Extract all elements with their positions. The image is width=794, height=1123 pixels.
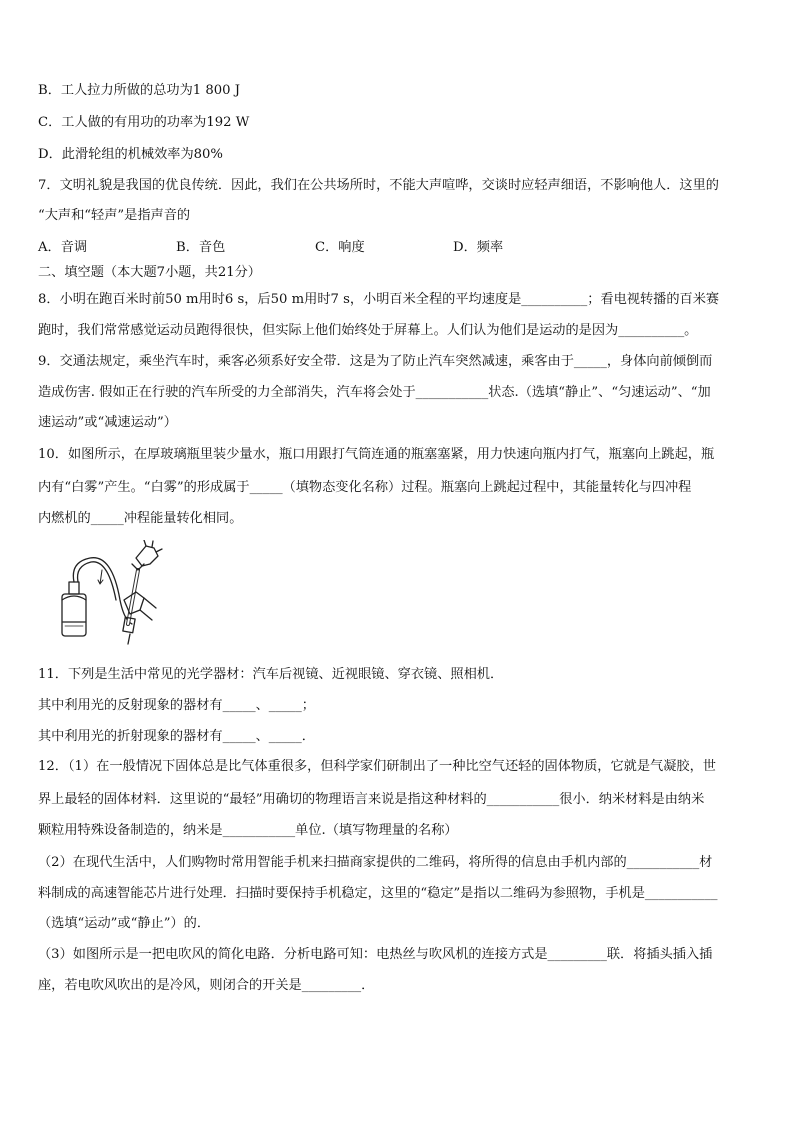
question-10-line-2: 内有“白雾”产生。“白雾”的形成属于_____（填物态变化名称）过程。瓶塞向上跳起过程中，其能量转化与四冲程 (38, 480, 692, 495)
question-12-part1-line-3: 颗粒用特殊设备制造的，纳米是___________单位.（填写物理量的名称） (38, 823, 458, 838)
q7-option-c: C．响度 (315, 240, 365, 255)
question-8-line-2: 跑时，我们常常感觉运动员跑得很快，但实际上他们始终处于屏幕上。人们认为他们是运动的是因为__________。 (38, 323, 698, 338)
question-12-part2-line-3: （选填“运动”或“静止”）的． (38, 916, 211, 931)
q7-option-a: A．音调 (38, 240, 88, 255)
question-9-line-2: 造成伤害. 假如正在行驶的汽车所受的力全部消失，汽车将会处于___________状态.（选填“静止”、“匀速运动”、“加 (38, 385, 711, 400)
q7-option-b: B．音色 (176, 240, 226, 255)
question-7-stem: 7．文明礼貌是我国的优良传统．因此，我们在公共场所时，不能大声喧哗，交谈时应轻声细语，不影响他人．这里的 (38, 178, 719, 193)
question-12-part2-line-2: 料制成的高速智能芯片进行处理．扫描时要保持手机稳定，这里的“稳定”是指以二维码为参照物，手机是___________ (38, 886, 718, 901)
section-heading-fill-blank: 二、填空题（本大题7小题，共21分） (38, 265, 261, 280)
option-b-q6: B．工人拉力所做的总功为1 800 J (38, 83, 240, 98)
question-11-stem: 11．下列是生活中常见的光学器材：汽车后视镜、近视眼镜、穿衣镜、照相机． (38, 667, 504, 682)
bottle-pump-figure (40, 540, 170, 650)
question-10-line-3: 内燃机的_____冲程能量转化相同。 (38, 511, 243, 526)
q7-option-d: D．频率 (453, 240, 504, 255)
question-12-part1-line-2: 界上最轻的固体材料．这里说的“最轻”用确切的物理语言来说是指这种材料的___________很小．纳米材料是由纳米 (38, 792, 705, 807)
question-11-refraction: 其中利用光的折射现象的器材有_____、_____． (38, 729, 315, 744)
option-c-q6: C．工人做的有用功的功率为192 W (38, 115, 250, 130)
question-12-part3-line-2: 座，若电吹风吹出的是冷风，则闭合的开关是_________． (38, 978, 375, 993)
question-9-line-1: 9．交通法规定，乘坐汽车时，乘客必须系好安全带．这是为了防止汽车突然减速，乘客由于_____，身体向前倾倒而 (38, 354, 713, 369)
question-12-part3-line-1: （3）如图所示是一把电吹风的简化电路．分析电路可知：电热丝与吹风机的连接方式是_________联．将插头插入插 (38, 947, 713, 962)
question-8-line-1: 8．小明在跑百米时前50 m用时6 s，后50 m用时7 s，小明百米全程的平均速度是__________；看电视转播的百米赛 (38, 292, 720, 307)
question-11-reflection: 其中利用光的反射现象的器材有_____、_____； (38, 698, 315, 713)
option-d-q6: D．此滑轮组的机械效率为80% (38, 147, 223, 162)
question-7-stem-cont: “大声和“轻声”是指声音的 (38, 208, 191, 223)
question-12-part1-line-1: 12．（1）在一般情况下固体总是比气体重很多，但科学家们研制出了一种比空气还轻的固体物质，它就是气凝胶，世 (38, 759, 716, 774)
question-9-line-3: 速运动”或“减速运动”） (38, 415, 177, 430)
question-12-part2-line-1: （2）在现代生活中，人们购物时常用智能手机来扫描商家提供的二维码，将所得的信息由手机内部的___________材 (38, 855, 713, 870)
question-10-line-1: 10．如图所示，在厚玻璃瓶里装少量水，瓶口用跟打气筒连通的瓶塞塞紧，用力快速向瓶内打气，瓶塞向上跳起，瓶 (38, 447, 715, 462)
